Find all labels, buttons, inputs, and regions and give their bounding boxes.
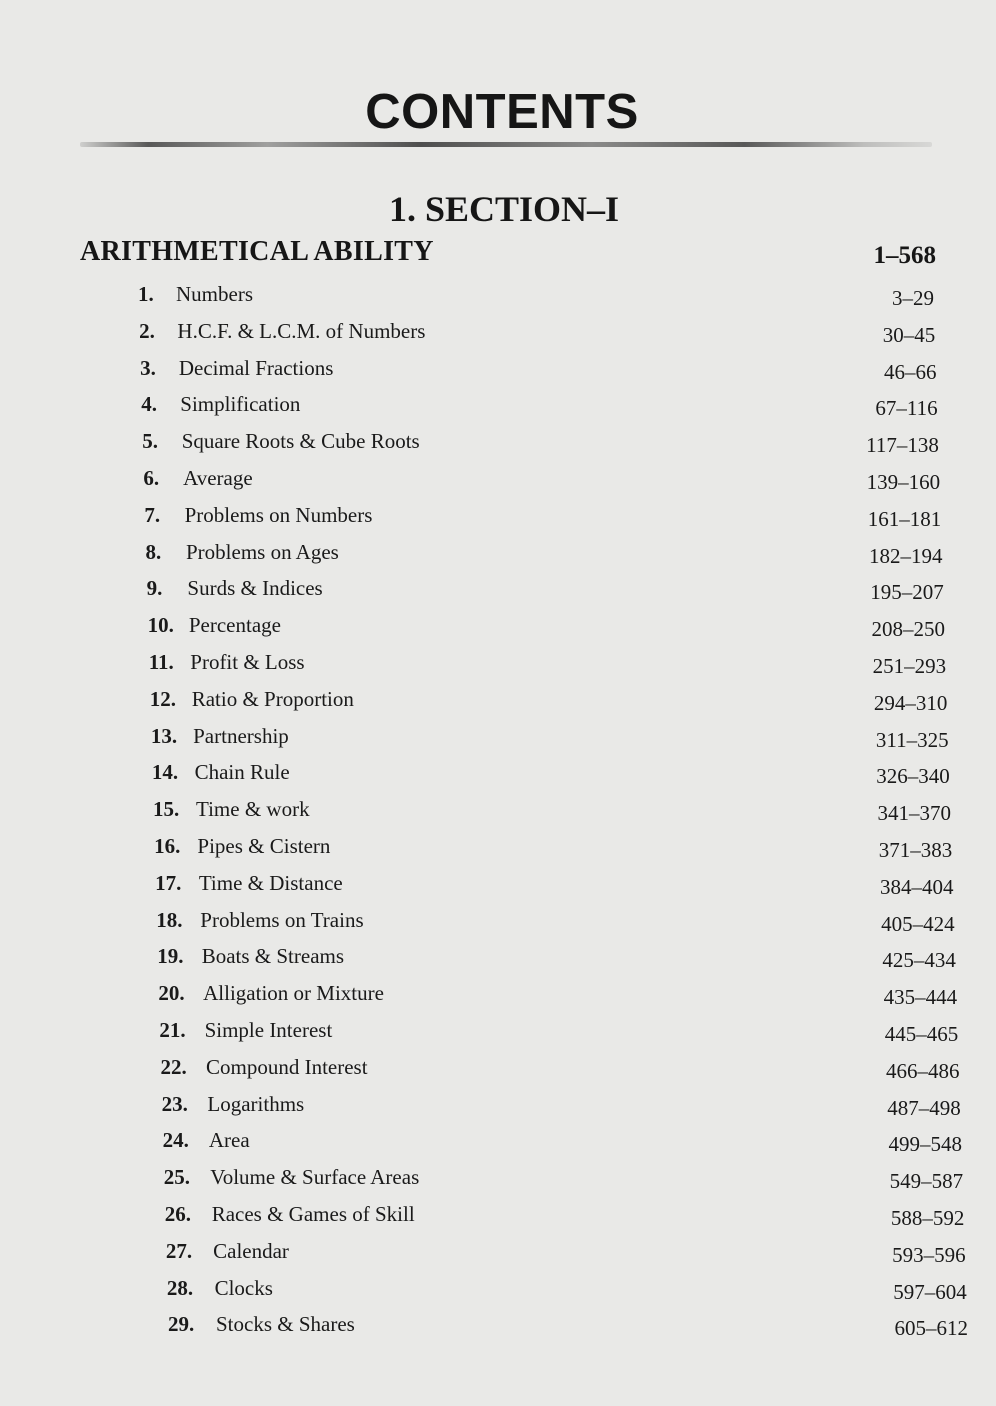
toc-entry-title: Percentage [188, 613, 281, 638]
toc-entry-number: 22. [160, 1054, 187, 1079]
toc-entry-number: 19. [157, 944, 184, 969]
toc-entry-number: 12. [149, 686, 177, 711]
toc-entry-title: Races & Games of Skill [211, 1202, 415, 1226]
toc-entry [143, 463, 643, 493]
toc-entry-title: Chain Rule [194, 760, 290, 785]
toc-entry [152, 757, 652, 787]
toc-entry-pages: 182–194 [869, 543, 943, 568]
toc-entry-title: Simple Interest [204, 1018, 333, 1042]
toc-entry-pages: 30–45 [882, 322, 936, 347]
toc-entry-pages: 117–138 [866, 433, 939, 458]
toc-entry-pages: 605–612 [894, 1316, 968, 1341]
toc-entry-number: 6. [143, 466, 160, 490]
toc-entry-pages: 593–596 [892, 1242, 966, 1267]
toc-entry [156, 905, 656, 935]
toc-entry-title: Profit & Loss [190, 650, 305, 674]
toc-entry [141, 389, 641, 419]
toc-entry-pages: 549–587 [889, 1169, 964, 1194]
section-title: 1. SECTION–I [388, 189, 620, 229]
toc-entry-number: 29. [168, 1312, 195, 1337]
toc-entry [150, 684, 650, 714]
page-title: CONTENTS [365, 85, 639, 139]
toc-entry [155, 868, 655, 898]
toc-entry-title: Numbers [176, 282, 253, 306]
toc-entry-title: Surds & Indices [187, 576, 323, 601]
toc-entry-pages: 435–444 [883, 985, 958, 1010]
toc-entry-pages: 67–116 [875, 396, 938, 421]
toc-entry-number: 16. [154, 834, 181, 858]
toc-entry-title: Partnership [193, 723, 289, 748]
toc-entry-pages: 445–465 [884, 1022, 959, 1046]
toc-entry-pages: 499–548 [888, 1132, 962, 1157]
toc-entry-title: Average [183, 466, 253, 490]
toc-entry-pages: 588–592 [890, 1206, 965, 1230]
toc-entry-title: Pipes & Cistern [197, 834, 331, 858]
toc-entry-pages: 161–181 [867, 506, 942, 531]
toc-entry-title: Square Roots & Cube Roots [181, 429, 420, 454]
toc-entry-title: Stocks & Shares [216, 1312, 355, 1337]
toc-entry [158, 978, 658, 1008]
toc-entry-pages: 294–310 [873, 690, 948, 715]
toc-entry [166, 1236, 666, 1266]
toc-entry-number: 25. [163, 1165, 190, 1190]
toc-entry-title: Boats & Streams [201, 944, 345, 969]
toc-entry-title: Clocks [214, 1275, 273, 1300]
toc-entry [142, 426, 642, 456]
toc-entry [154, 831, 654, 861]
toc-entry [157, 941, 657, 971]
toc-entry-number: 13. [150, 723, 178, 748]
toc-entry-number: 24. [162, 1128, 189, 1153]
toc-entry [138, 279, 638, 309]
toc-entry-pages: 405–424 [881, 911, 955, 936]
toc-entry-number: 27. [165, 1238, 193, 1263]
toc-entry-pages: 425–434 [882, 948, 956, 973]
toc-entry [153, 794, 653, 824]
toc-entry-pages: 384–404 [879, 874, 954, 899]
toc-entry-title: H.C.F. & L.C.M. of Numbers [177, 318, 426, 343]
toc-entry-number: 17. [155, 870, 182, 895]
toc-entry-pages: 466–486 [886, 1058, 960, 1083]
toc-entry-pages: 46–66 [883, 359, 937, 384]
toc-entry-title: Time & Distance [198, 870, 343, 895]
toc-entry-pages: 208–250 [871, 617, 945, 642]
toc-entry-number: 23. [161, 1091, 188, 1116]
toc-entry [162, 1089, 662, 1119]
toc-entry [146, 537, 646, 567]
toc-entry-pages: 326–340 [876, 764, 950, 789]
toc-entry-number: 18. [156, 907, 183, 932]
toc-entry-title: Simplification [180, 392, 301, 417]
toc-entry-number: 28. [166, 1275, 194, 1300]
toc-entry-number: 10. [147, 613, 174, 638]
toc-entry-title: Volume & Surface Areas [210, 1165, 420, 1190]
toc-entry-number: 1. [138, 282, 154, 306]
toc-entry-pages: 195–207 [870, 580, 944, 605]
toc-entry-pages: 341–370 [877, 801, 951, 826]
toc-entry-number: 8. [145, 539, 162, 564]
toc-entry [147, 573, 647, 603]
toc-entry-pages: 139–160 [866, 470, 941, 494]
toc-entry-pages: 311–325 [875, 727, 949, 752]
toc-entry-pages: 597–604 [893, 1279, 967, 1304]
toc-entry-pages: 487–498 [887, 1095, 961, 1120]
toc-entry [163, 1125, 663, 1155]
toc-entry [144, 500, 644, 530]
toc-entry-title: Area [208, 1128, 250, 1153]
toc-entry-number: 21. [159, 1018, 186, 1042]
toc-entry-number: 14. [151, 760, 179, 785]
title-underline [80, 142, 932, 147]
toc-entry-number: 11. [148, 650, 174, 674]
toc-entry [140, 353, 640, 383]
toc-entry [151, 721, 651, 751]
toc-entry-title: Calendar [213, 1238, 289, 1263]
toc-entry-pages: 251–293 [872, 654, 947, 678]
toc-entry [148, 610, 648, 640]
toc-entry [164, 1162, 664, 1192]
toc-entry-title: Ratio & Proportion [191, 686, 354, 711]
toc-entry-number: 26. [164, 1202, 192, 1226]
toc-entry-pages: 3–29 [892, 286, 934, 310]
toc-entry [165, 1199, 665, 1229]
toc-entry-number: 7. [144, 502, 161, 527]
toc-entry-number: 15. [153, 797, 180, 822]
toc-entry-title: Logarithms [207, 1091, 305, 1116]
toc-entry-title: Decimal Fractions [178, 355, 334, 380]
toc-entry-title: Problems on Trains [200, 907, 364, 932]
toc-entry-number: 3. [140, 355, 156, 380]
toc-entry-number: 2. [139, 318, 155, 343]
toc-entry-number: 20. [158, 981, 185, 1006]
toc-entry [161, 1052, 661, 1082]
toc-entry-pages: 371–383 [878, 838, 953, 862]
toc-entry-title: Alligation or Mixture [203, 981, 384, 1006]
toc-entry [159, 1015, 659, 1045]
toc-entry [139, 316, 639, 346]
part-heading: ARITHMETICAL ABILITY [80, 236, 434, 267]
toc-entry-number: 5. [142, 429, 159, 454]
toc-entry-title: Time & work [196, 797, 310, 822]
toc-entry-title: Problems on Numbers [184, 502, 373, 527]
toc-entry-number: 9. [146, 576, 163, 601]
toc-entry-title: Compound Interest [206, 1054, 368, 1079]
toc-entry [168, 1309, 668, 1339]
part-page-range: 1–568 [873, 242, 936, 269]
toc-entry [149, 647, 649, 677]
toc-entry-title: Problems on Ages [186, 539, 339, 564]
toc-entry [167, 1273, 667, 1303]
toc-entry-number: 4. [141, 392, 157, 417]
